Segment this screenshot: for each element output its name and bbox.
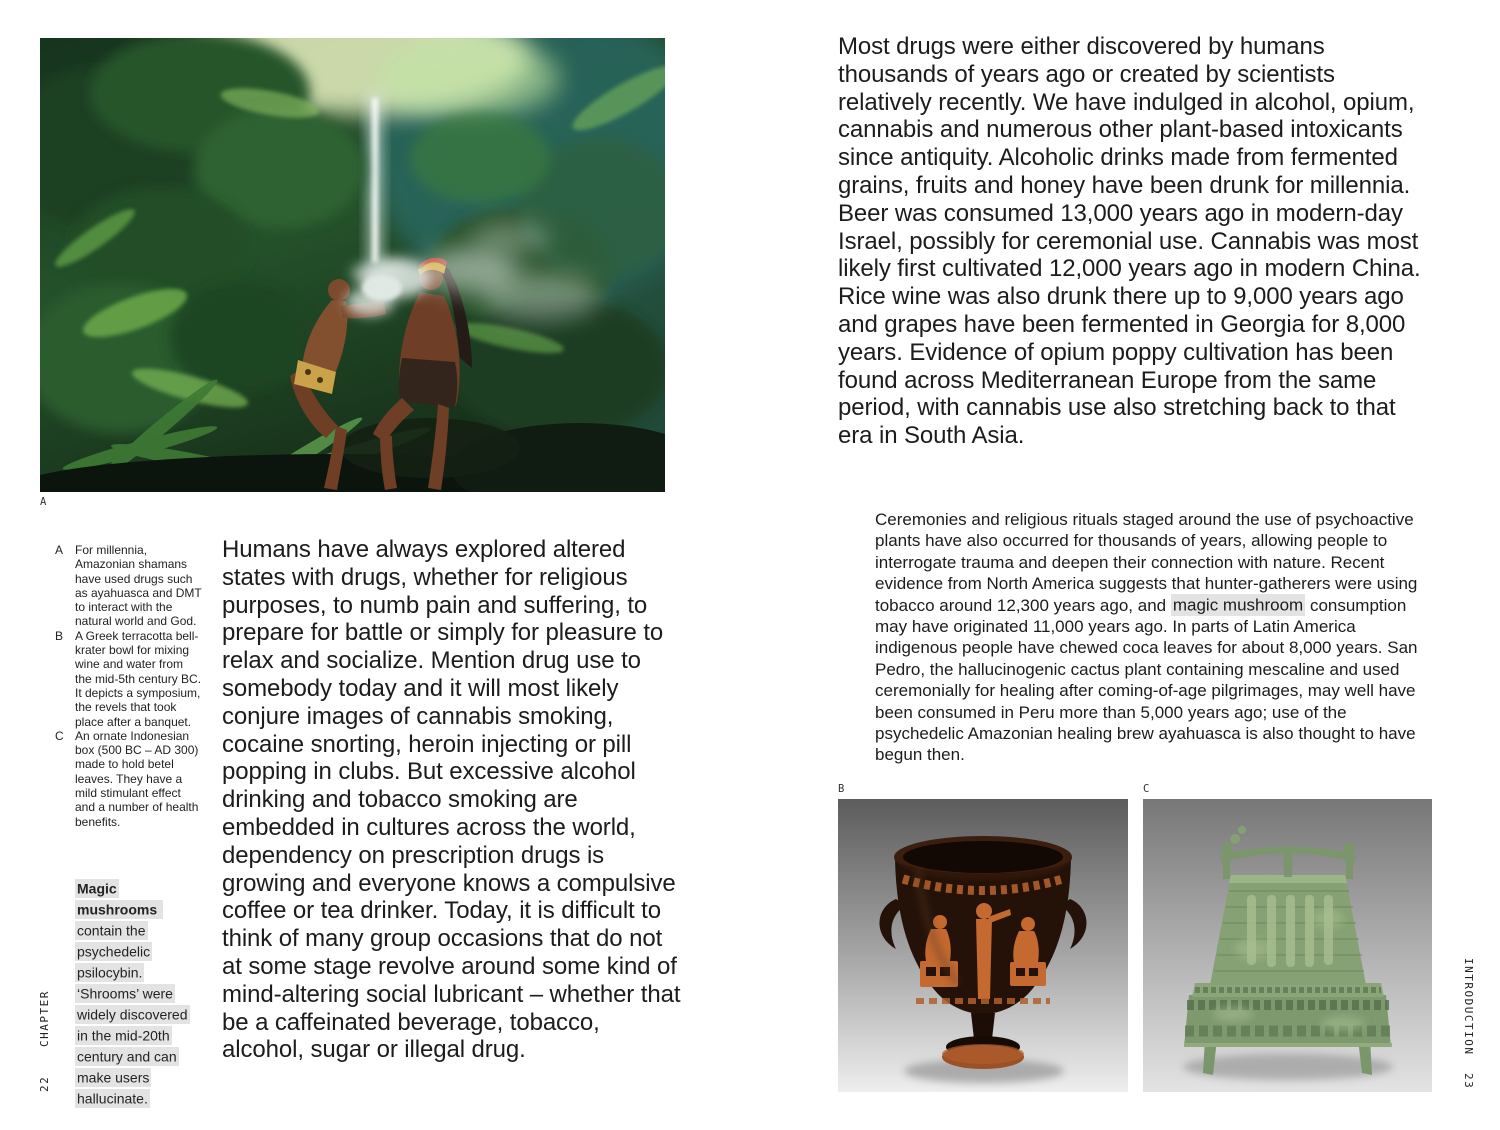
caption-letter: C <box>55 728 64 743</box>
caption-letter: B <box>55 628 64 643</box>
detail-after: consumption may have originated 11,000 years ago. In parts of Latin America indigenous people have chewed coca leaves for about 8,000 years. San Pedro, the hallucinogenic cactus plant containing mescaline and used ceremonially for healing after coming-of-age pilgrimages, may well have been consumed in Peru more than 5,000 years ago; use of the psychedelic Amazonian healing brew ayahuasca is also thought to have begun then. <box>875 595 1418 765</box>
right-detail-paragraph <box>875 509 1433 766</box>
introduction-folio-label: INTRODUCTION <box>1462 958 1475 1056</box>
caption-text: For millennia, Amazonian shamans have used drugs such as ayahuasca and DMT to interact with the natural world and God. <box>75 543 202 629</box>
detail-before: Ceremonies and religious rituals staged around the use of psychoactive plants have also occurred for thousands of years, allowing people to interrogate trauma and deepen their connection with nature. Recent evidence from North America suggests that hunter-gatherers were using tobacco around 12,300 years ago, and <box>875 510 1418 615</box>
magic-mushroom-highlight: magic mushroom <box>1172 595 1304 615</box>
photo-b-label: B <box>838 783 845 795</box>
magic-mushrooms-sidebar <box>75 878 197 1109</box>
left-page-number: 22 <box>38 1075 51 1092</box>
photo-a-label: A <box>40 496 47 508</box>
caption-notes <box>55 543 215 829</box>
bell-krater-photo <box>838 799 1128 1092</box>
sidebar-lead: Magic mushrooms <box>77 880 158 917</box>
photo-c-label: C <box>1143 783 1150 795</box>
betel-box-photo <box>1143 799 1432 1092</box>
chapter-folio-label: CHAPTER <box>38 990 51 1047</box>
jungle-shamans-photo <box>40 38 665 492</box>
caption-letter: A <box>55 543 64 557</box>
sidebar-rest: contain the psychedelic psilocybin. ‘Shrooms’ were widely discovered in the mid-20th century and can make users hallucinate. <box>75 900 190 1108</box>
right-page-number: 23 <box>1462 1073 1475 1090</box>
caption-text: A Greek terracotta bell-krater bowl for mixing wine and water from the mid-5th century BC. It depicts a symposium, the revels that took place after a banquet. <box>75 628 202 729</box>
left-body-paragraph: Humans have always explored altered states with drugs, whether for religious purposes, to numb pain and suffering, to prepare for battle or simply for pleasure to relax and socialize. Mention drug use to somebody today and it will most likely conjure images of cannabis smoking, cocaine snorting, heroin injecting or pill popping in clubs. But excessive alcohol drinking and tobacco smoking are embedded in cultures across the world, dependency on prescription drugs is growing and everyone knows a compulsive coffee or tea drinker. Today, it is difficult to think of many group occasions that do not at some stage revolve around some kind of mind-altering social lubricant – whether that be a caffeinated beverage, tobacco, alcohol, sugar or illegal drug. <box>222 536 681 1064</box>
caption-note-b <box>55 629 215 729</box>
caption-text: An ornate Indonesian box (500 BC – AD 300) made to hold betel leaves. They have a mild stimulant effect and a number of health benefits. <box>75 728 199 829</box>
caption-note-c <box>55 729 215 829</box>
right-intro-paragraph: Most drugs were either discovered by humans thousands of years ago or created by scientists relatively recently. We have indulged in alcohol, opium, cannabis and numerous other plant-based intoxicants since antiquity. Alcoholic drinks made from fermented grains, fruits and honey have been drunk for millennia. Beer was consumed 13,000 years ago in modern-day Israel, possibly for ceremonial use. Cannabis was most likely first cultivated 12,000 years ago in modern China. Rice wine was also drunk there up to 9,000 years ago and grapes have been fermented in Georgia for 8,000 years. Evidence of opium poppy cultivation has been found across Mediterranean Europe from the same period, with cannabis use also stretching back to that era in South Asia. <box>838 33 1421 450</box>
caption-note-a <box>55 543 215 629</box>
